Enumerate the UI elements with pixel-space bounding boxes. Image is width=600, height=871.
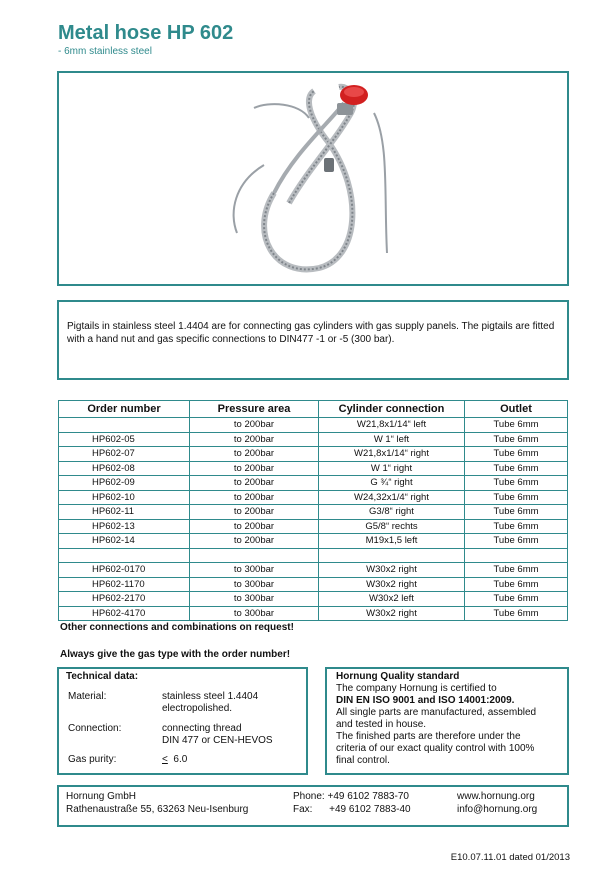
table-row [59,519,568,534]
outlet-cell: Tube 6mm [465,476,568,491]
cylinder-connection-cell: W 1“ left [319,432,465,447]
pressure-area-cell: to 300bar [190,592,319,607]
quality-line: criteria of our exact quality control with 100% [336,743,535,754]
cylinder-connection-cell: W 1“ right [319,461,465,476]
connection-value-line1: connecting thread [162,723,242,734]
column-header-cylinder-connection: Cylinder connection [319,401,465,418]
material-value-line2: electropolished. [162,703,233,714]
gas-purity-value [162,754,187,766]
table-row [59,476,568,491]
order-table [58,400,568,621]
gas-purity-number: 6.0 [173,754,188,765]
table-row [59,534,568,549]
page-title: Metal hose HP 602 [58,22,234,44]
outlet-cell: Tube 6mm [465,519,568,534]
order-number-cell: HP602-11 [59,505,190,520]
company-address: Rathenaustraße 55, 63263 Neu-Isenburg [66,804,249,815]
outlet-cell: Tube 6mm [465,563,568,578]
quality-line: All single parts are manufactured, assembled [336,707,537,718]
order-number-cell: HP602-13 [59,519,190,534]
table-row [59,592,568,607]
pressure-area-cell: to 300bar [190,606,319,621]
quality-line: and tested in house. [336,719,427,730]
product-photo-frame [57,71,569,286]
table-row [59,563,568,578]
email-link[interactable]: info@hornung.org [457,804,538,815]
phone-label: Phone: [293,791,325,802]
order-number-cell: HP602-09 [59,476,190,491]
pressure-area-cell: to 200bar [190,505,319,520]
table-row [59,577,568,592]
document-id: E10.07.11.01 dated 01/2013 [450,852,570,863]
outlet-cell: Tube 6mm [465,447,568,462]
outlet-cell: Tube 6mm [465,592,568,607]
cylinder-connection-cell: W21,8x1/14“ left [319,418,465,433]
order-number-cell: HP602-2170 [59,592,190,607]
quality-line: The finished parts are therefore under the [336,731,521,742]
connection-label: Connection: [68,723,122,734]
cylinder-connection-cell: G5/8“ rechts [319,519,465,534]
table-row [59,548,568,563]
gas-type-note: Always give the gas type with the order number! [60,649,291,660]
table-row [59,418,568,433]
pressure-area-cell: to 200bar [190,534,319,549]
pressure-area-cell: to 200bar [190,447,319,462]
company-name: Hornung GmbH [66,791,137,802]
less-equal-symbol: < [162,754,168,765]
outlet-cell [465,548,568,563]
quality-line: final control. [336,755,390,766]
cylinder-connection-cell: W24,32x1/4“ right [319,490,465,505]
fax-number: +49 6102 7883-40 [329,804,411,815]
pressure-area-cell: to 200bar [190,490,319,505]
order-number-cell: HP602-0170 [59,563,190,578]
order-number-cell: HP602-10 [59,490,190,505]
connection-value [162,723,273,747]
table-header-row [59,401,568,418]
technical-data-heading: Technical data: [66,671,139,682]
pressure-area-cell: to 200bar [190,461,319,476]
order-number-cell: HP602-4170 [59,606,190,621]
gas-purity-label: Gas purity: [68,754,117,765]
pressure-area-cell: to 300bar [190,577,319,592]
column-header-outlet: Outlet [465,401,568,418]
table-row [59,606,568,621]
order-number-cell: HP602-14 [59,534,190,549]
pressure-area-cell: to 200bar [190,519,319,534]
cylinder-connection-cell: W30x2 right [319,577,465,592]
order-number-cell: HP602-05 [59,432,190,447]
outlet-cell: Tube 6mm [465,461,568,476]
pressure-area-cell: to 200bar [190,476,319,491]
pressure-area-cell: to 300bar [190,563,319,578]
material-label: Material: [68,691,107,702]
outlet-cell: Tube 6mm [465,577,568,592]
material-value-line1: stainless steel 1.4404 [162,691,259,702]
table-row [59,490,568,505]
order-number-cell [59,418,190,433]
quality-standard-text [336,671,566,767]
table-row [59,461,568,476]
table-row [59,447,568,462]
table-row [59,432,568,447]
outlet-cell: Tube 6mm [465,505,568,520]
cylinder-connection-cell: G ¾“ right [319,476,465,491]
cylinder-connection-cell: W21,8x1/14“ right [319,447,465,462]
quality-heading: Hornung Quality standard [336,671,460,682]
website-link[interactable]: www.hornung.org [457,791,535,802]
column-header-pressure-area: Pressure area [190,401,319,418]
table-row [59,505,568,520]
page-subtitle: - 6mm stainless steel [58,46,152,57]
order-number-cell: HP602-08 [59,461,190,476]
phone-number: +49 6102 7883-70 [327,791,409,802]
outlet-cell: Tube 6mm [465,534,568,549]
pressure-area-cell: to 200bar [190,418,319,433]
description-text: Pigtails in stainless steel 1.4404 are for connecting gas cylinders with gas supply panels. The pigtails are fitted with a hand nut and gas specific connections to DIN477 -1 or -5 (300 bar). [67,321,555,345]
outlet-cell: Tube 6mm [465,490,568,505]
metal-hose-illustration [59,73,567,284]
pressure-area-cell: to 200bar [190,432,319,447]
column-header-order-number: Order number [59,401,190,418]
connection-value-line2: DIN 477 or CEN-HEVOS [162,735,273,746]
outlet-cell: Tube 6mm [465,432,568,447]
material-value [162,691,258,715]
cylinder-connection-cell: W30x2 right [319,563,465,578]
fax-label: Fax: [293,804,313,815]
footer-contact [293,790,411,816]
footer-address [66,790,248,816]
cylinder-connection-cell: G3/8“ right [319,505,465,520]
footer-web [457,790,537,816]
order-number-cell: HP602-1170 [59,577,190,592]
cylinder-connection-cell [319,548,465,563]
order-number-cell [59,548,190,563]
order-number-cell: HP602-07 [59,447,190,462]
cylinder-connection-cell: W30x2 right [319,606,465,621]
quality-line: The company Hornung is certified to [336,683,497,694]
cylinder-connection-cell: W30x2 left [319,592,465,607]
cylinder-connection-cell: M19x1,5 left [319,534,465,549]
outlet-cell: Tube 6mm [465,418,568,433]
quality-certification: DIN EN ISO 9001 and ISO 14001:2009. [336,695,515,706]
pressure-area-cell [190,548,319,563]
outlet-cell: Tube 6mm [465,606,568,621]
other-connections-note: Other connections and combinations on request! [60,622,294,633]
